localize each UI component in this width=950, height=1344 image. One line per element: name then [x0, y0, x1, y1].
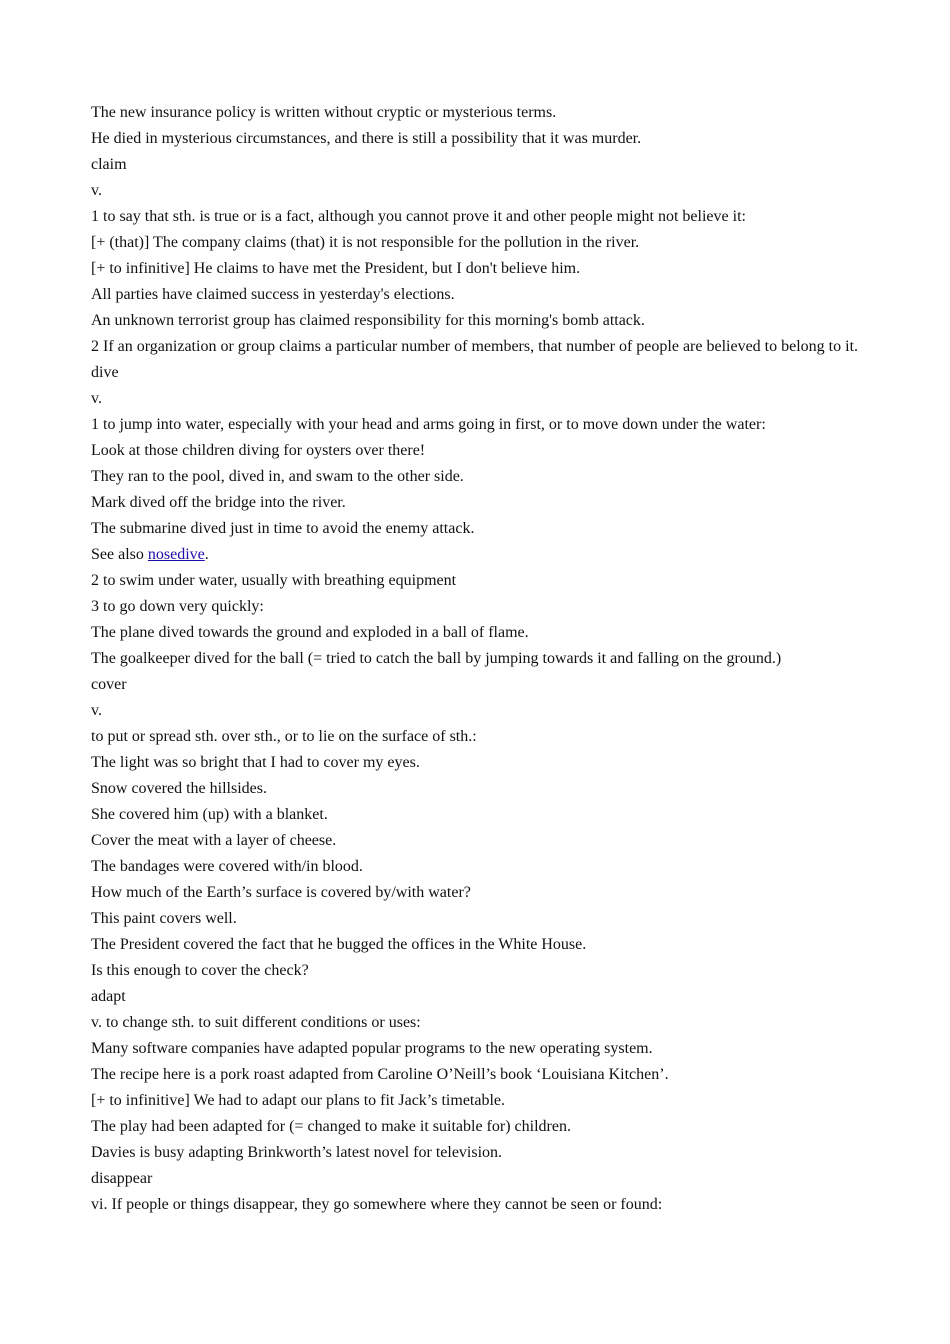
definition-line: 2 If an organization or group claims a particular number of members, that number of people are believed to belong to it. — [91, 338, 859, 355]
definition-line: vi. If people or things disappear, they go somewhere where they cannot be seen or found: — [91, 1196, 663, 1213]
headword-claim: claim — [91, 156, 127, 173]
part-of-speech: v. — [91, 390, 102, 407]
definition-line: 3 to go down very quickly: — [91, 598, 264, 615]
see-also-line — [91, 542, 871, 568]
example-line: The light was so bright that I had to cover my eyes. — [91, 754, 420, 771]
example-line: Cover the meat with a layer of cheese. — [91, 832, 337, 849]
example-line: Many software companies have adapted popular programs to the new operating system. — [91, 1040, 653, 1057]
headword-adapt: adapt — [91, 988, 126, 1005]
definition-line: to put or spread sth. over sth., or to lie on the surface of sth.: — [91, 728, 477, 745]
example-line: Look at those children diving for oysters over there! — [91, 442, 426, 459]
example-line: All parties have claimed success in yesterday's elections. — [91, 286, 455, 303]
part-of-speech: v. — [91, 702, 102, 719]
headword-cover: cover — [91, 676, 127, 693]
example-line: The submarine dived just in time to avoid the enemy attack. — [91, 520, 475, 537]
example-line: How much of the Earth’s surface is covered by/with water? — [91, 884, 471, 901]
example-line: This paint covers well. — [91, 910, 237, 927]
part-of-speech: v. — [91, 182, 102, 199]
example-line: She covered him (up) with a blanket. — [91, 806, 328, 823]
definition-line: 1 to jump into water, especially with your head and arms going in first, or to move down under the water: — [91, 416, 766, 433]
document-page — [91, 100, 871, 1218]
example-line: Davies is busy adapting Brinkworth’s latest novel for television. — [91, 1144, 503, 1161]
example-line: The bandages were covered with/in blood. — [91, 858, 363, 875]
example-line: [+ to infinitive] He claims to have met the President, but I don't believe him. — [91, 260, 581, 277]
see-also-prefix: See also — [91, 546, 148, 563]
example-line: The recipe here is a pork roast adapted from Caroline O’Neill’s book ‘Louisiana Kitchen’. — [91, 1066, 669, 1083]
example-line: [+ (that)] The company claims (that) it is not responsible for the pollution in the river. — [91, 234, 640, 251]
definition-line: v. to change sth. to suit different conditions or uses: — [91, 1014, 421, 1031]
example-line: Is this enough to cover the check? — [91, 962, 309, 979]
example-line: An unknown terrorist group has claimed responsibility for this morning's bomb attack. — [91, 312, 645, 329]
example-line: The goalkeeper dived for the ball (= tried to catch the ball by jumping towards it and falling on the ground.) — [91, 650, 782, 667]
example-line: [+ to infinitive] We had to adapt our plans to fit Jack’s timetable. — [91, 1092, 506, 1109]
definition-line: 1 to say that sth. is true or is a fact, although you cannot prove it and other people might not believe it: — [91, 208, 746, 225]
example-line: They ran to the pool, dived in, and swam to the other side. — [91, 468, 464, 485]
headword-disappear: disappear — [91, 1170, 153, 1187]
definition-line: 2 to swim under water, usually with breathing equipment — [91, 572, 457, 589]
example-line: The President covered the fact that he bugged the offices in the White House. — [91, 936, 587, 953]
example-line: The play had been adapted for (= changed to make it suitable for) children. — [91, 1118, 571, 1135]
text-line: The new insurance policy is written without cryptic or mysterious terms. — [91, 104, 557, 121]
example-line: The plane dived towards the ground and exploded in a ball of flame. — [91, 624, 529, 641]
example-line: Snow covered the hillsides. — [91, 780, 267, 797]
see-also-suffix: . — [204, 546, 209, 563]
text-line: He died in mysterious circumstances, and there is still a possibility that it was murder. — [91, 130, 642, 147]
nosedive-link[interactable]: nosedive — [147, 546, 205, 563]
example-line: Mark dived off the bridge into the river. — [91, 494, 346, 511]
headword-dive: dive — [91, 364, 119, 381]
